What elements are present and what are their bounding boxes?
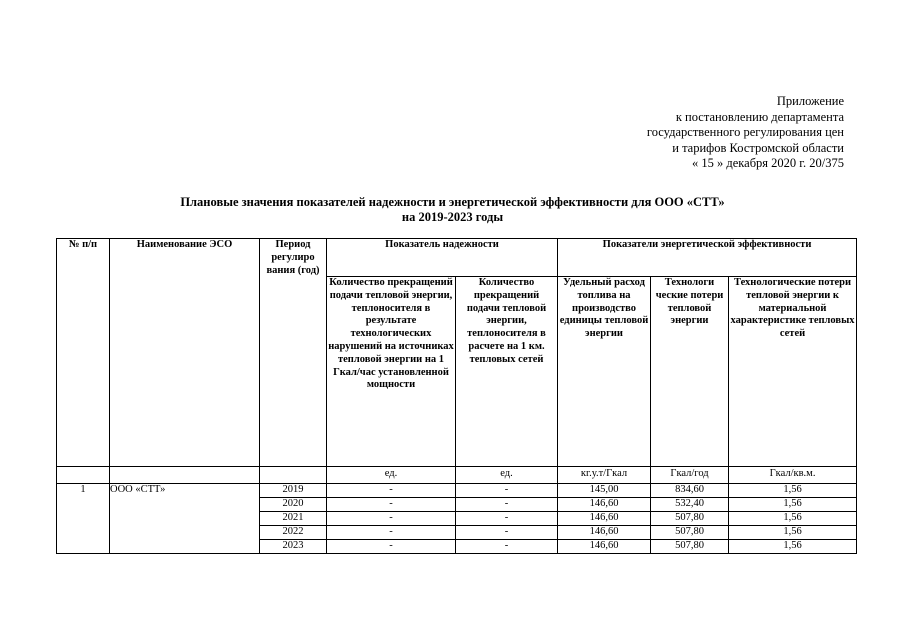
year-cell: 2020	[260, 498, 327, 512]
rel1-cell: -	[327, 526, 456, 540]
header-efficiency: Показатели энергетической эффективности	[558, 239, 857, 277]
unit-cell-empty	[110, 467, 260, 484]
indicators-table	[56, 238, 857, 554]
unit-eff2: Гкал/год	[651, 467, 729, 484]
rel1-cell: -	[327, 540, 456, 554]
header-period: Период регулиро вания (год)	[260, 239, 327, 467]
header-reliability: Показатель надежности	[327, 239, 558, 277]
unit-cell-empty	[57, 467, 110, 484]
rel2-cell: -	[456, 484, 558, 498]
title-line: на 2019-2023 годы	[401, 210, 504, 224]
header-efficiency-1: Удельный расход топлива на производство единицы тепловой энергии	[558, 277, 651, 467]
eff2-cell: 834,60	[651, 484, 729, 498]
table-row	[57, 484, 857, 498]
title-line: Плановые значения показателей надежности и энергетической эффективности для ООО «СТТ»	[180, 195, 725, 209]
rel2-cell: -	[456, 512, 558, 526]
year-cell: 2022	[260, 526, 327, 540]
header-efficiency-2: Технологи ческие потери тепловой энергии	[651, 277, 729, 467]
rel2-cell: -	[456, 526, 558, 540]
header-reliability-2: Количество прекращений подачи тепловой энергии, теплоносителя в расчете на 1 км. тепловых сетей	[456, 277, 558, 467]
rel1-cell: -	[327, 484, 456, 498]
document-title	[0, 195, 905, 225]
eff1-cell: 146,60	[558, 526, 651, 540]
annex-line: государственного регулирования цен	[646, 125, 844, 139]
eff3-cell: 1,56	[729, 484, 857, 498]
entity-name: ООО «СТТ»	[110, 484, 260, 554]
year-cell: 2021	[260, 512, 327, 526]
eff3-cell: 1,56	[729, 498, 857, 512]
eff3-cell: 1,56	[729, 512, 857, 526]
eff1-cell: 146,60	[558, 512, 651, 526]
annex-line: и тарифов Костромской области	[672, 140, 844, 155]
eff1-cell: 146,60	[558, 540, 651, 554]
annex-line: Приложение	[776, 94, 844, 108]
header-name: Наименование ЭСО	[110, 239, 260, 467]
unit-eff1: кг.у.т/Гкал	[558, 467, 651, 484]
eff1-cell: 145,00	[558, 484, 651, 498]
eff2-cell: 507,80	[651, 512, 729, 526]
rel1-cell: -	[327, 512, 456, 526]
rel2-cell: -	[456, 540, 558, 554]
unit-rel1: ед.	[327, 467, 456, 484]
unit-rel2: ед.	[456, 467, 558, 484]
rel1-cell: -	[327, 498, 456, 512]
year-cell: 2023	[260, 540, 327, 554]
unit-eff3: Гкал/кв.м.	[729, 467, 857, 484]
header-efficiency-3: Технологические потери тепловой энергии к материальной характеристике тепловых сетей	[729, 277, 857, 467]
eff2-cell: 507,80	[651, 526, 729, 540]
entity-num: 1	[57, 484, 110, 554]
annex-line: к постановлению департамента	[675, 109, 844, 124]
eff3-cell: 1,56	[729, 526, 857, 540]
eff2-cell: 507,80	[651, 540, 729, 554]
unit-cell-empty	[260, 467, 327, 484]
rel2-cell: -	[456, 498, 558, 512]
annex-line: « 15 » декабря 2020 г. 20/375	[691, 156, 844, 170]
eff2-cell: 532,40	[651, 498, 729, 512]
eff1-cell: 146,60	[558, 498, 651, 512]
units-row	[57, 467, 857, 484]
year-cell: 2019	[260, 484, 327, 498]
header-row-1	[57, 239, 857, 277]
eff3-cell: 1,56	[729, 540, 857, 554]
header-num: № п/п	[57, 239, 110, 467]
annex-block	[647, 94, 844, 172]
header-reliability-1: Количество прекращений подачи тепловой энергии, теплоносителя в результате технологических нарушений на источниках тепловой энергии на 1 Гкал/час установленной мощности	[327, 277, 456, 467]
